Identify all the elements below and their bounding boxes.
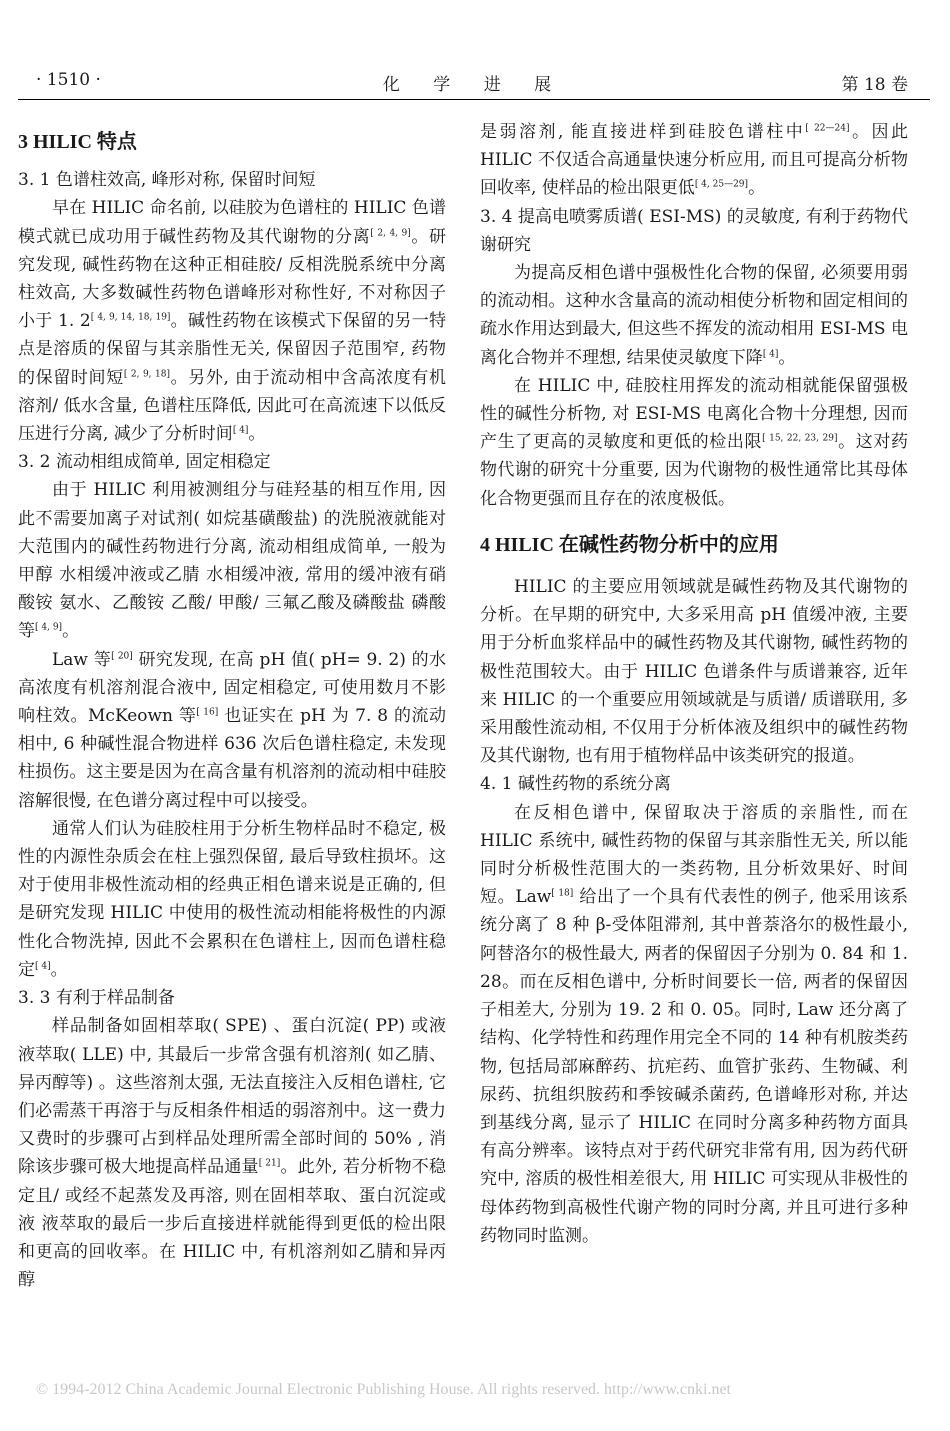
citation[interactable]: [ 2, 4, 9] xyxy=(370,227,411,238)
citation[interactable]: [ 4, 9, 14, 18, 19] xyxy=(90,312,171,323)
citation[interactable]: [ 2, 9, 18] xyxy=(123,368,170,379)
paragraph: 为提高反相色谱中强极性化合物的保留, 必须要用弱的流动相。这种水含量高的流动相使分析物和固定相间的疏水作用达到最大, 但这些不挥发的流动相用 ESI-MS 电离化合物并不理想, 结果使灵敏度下降[ 4]。 xyxy=(480,263,908,368)
journal-name: 化 学 进 展 xyxy=(382,75,566,95)
paragraph: 在反相色谱中, 保留取决于溶质的亲脂性, 而在 HILIC 系统中, 碱性药物的保留与其亲脂性无关, 所以能同时分析极性范围大的一类药物, 且分析效果好、时间短。Law[ 18] 给出了一个具有代表性的例子, 他采用该系统分离了 8 种 β-受体阻滞剂, 其中普萘洛尔的极性最小, 阿替洛尔的极性最大, 两者的保留因子分别为 0. 84 和 1. 28。而在反相色谱中, 分析时间要长一倍, 两者的保留因子相差大, 分别为 19. 2 和 0. 05。同时, Law 还分离了结构、化学特性和药理作用完全不同的 14 种有机胺类药物, 包括局部麻醉药、抗疟药、血管扩张药、生物碱、利尿药、抗组织胺药和季铵碱杀菌药, 色谱峰形对称, 并达到基线分离, 显示了 HILIC 在同时分离多种药物方面具有高分辨率。该特点对于药代研究非常有用, 因为药代研究中, 溶质的极性相差很大, 用 HILIC 可实现从非极性的母体药物到高极性代谢产物的同时分离, 并且可进行多种药物同时监测。 xyxy=(480,802,908,1246)
subsection-3-4-title: 3. 4 提高电喷雾质谱( ESI-MS) 的灵敏度, 有利于药物代谢研究 xyxy=(480,206,908,255)
citation[interactable]: [ 20] xyxy=(111,651,133,661)
paragraph: 通常人们认为硅胶柱用于分析生物样品时不稳定, 极性的内源性杂质会在柱上强烈保留, 最后导致柱损坏。这对于使用非极性流动相的经典正相色谱来说是正确的, 但是研究发现 HILIC 中使用的极性流动相能将极性的内源性化合物洗掉, 因此不会累积在色谱柱上, 因而色谱柱稳定[ 4]。 xyxy=(18,818,446,980)
citation[interactable]: [ 4] xyxy=(232,425,249,436)
subsection-3-2-title: 3. 2 流动相组成简单, 固定相稳定 xyxy=(18,452,271,473)
citation[interactable]: [ 4] xyxy=(35,961,51,972)
citation[interactable]: [ 22—24] xyxy=(805,123,850,134)
paragraph: 样品制备如固相萃取( SPE) 、蛋白沉淀( PP) 或液 液萃取( LLE) 中, 其最后一步常含强有机溶剂( 如乙腈、异丙醇等) 。这些溶剂太强, 无法直接注入反相色谱柱, 它们必需蒸干再溶于与反相条件相适的弱溶剂中。这一费力又费时的步骤可占到样品处理所需全部时间的 50% , 消除该步骤可极大地提高样品通量[ 21]。此外, 若分析物不稳定且/ 或经不起蒸发及再溶, 则在固相萃取、蛋白沉淀或液 液萃取的最后一步后直接进样就能得到更低的检出限和更高的回收率。在 HILIC 中, 有机溶剂如乙腈和异丙醇 xyxy=(18,1016,446,1291)
copyright-footer: © 1994-2012 China Academic Journal Electronic Publishing House. All rights reserved. http://www.cnki.net xyxy=(36,1381,731,1398)
paragraph: 早在 HILIC 命名前, 以硅胶为色谱柱的 HILIC 色谱模式就已成功用于碱性药物及其代谢物的分离[ 2, 4, 9]。研究发现, 碱性药物在这种正相硅胶/ 反相洗脱系统中分离柱效高, 大多数碱性药物色谱峰形对称性好, 不对称因子小于 1. 2[ 4, 9, 14, 18, 19]。碱性药物在该模式下保留的另一特点是溶质的保留与其亲脂性无关, 保留因子范围窄, 药物的保留时间短[ 2, 9, 18]。另外, 由于流动相中含高浓度有机溶剂/ 低水含量, 色谱柱压降低, 因此可在高流速下以低反压进行分离, 减少了分析时间[ 4]。 xyxy=(18,198,447,445)
citation[interactable]: [ 4] xyxy=(762,348,779,359)
citation[interactable]: [ 16] xyxy=(196,707,219,718)
section-3-title: 3 HILIC 特点 xyxy=(18,131,137,153)
paragraph: 在 HILIC 中, 硅胶柱用挥发的流动相就能保留强极性的碱性分析物, 对 ESI-MS 电离化合物十分理想, 因而产生了更高的灵敏度和更低的检出限[ 15, 22, 23, 29]。这对药物代谢的研究十分重要, 因为代谢物的极性通常比其母体化合物更强而且存在的浓度极低。 xyxy=(480,375,909,509)
paragraph: HILIC 的主要应用领域就是碱性药物及其代谢物的分析。在早期的研究中, 大多采用高 pH 值缓冲液, 主要用于分析血浆样品中的碱性药物及其代谢物, 碱性药物的极性范围较大。由于 HILIC 色谱条件与质谱兼容, 近年来 HILIC 的一个重要应用领域就是与质谱/ 质谱联用, 多采用酸性流动相, 不仅用于分析体液及组织中的碱性药物及其代谢物, 也有用于植物样品中该类研究的报道。 xyxy=(480,577,908,767)
left-column xyxy=(18,118,446,1294)
right-column xyxy=(480,118,908,1250)
header-rule xyxy=(18,99,930,100)
subsection-3-3-title: 3. 3 有利于样品制备 xyxy=(18,988,175,1009)
volume-label: 第 18 卷 xyxy=(841,75,908,95)
paragraph: 是弱溶剂, 能直接进样到硅胶色谱柱中[ 22—24]。因此 HILIC 不仅适合高通量快速分析应用, 而且可提高分析物回收率, 使样品的检出限更低[ 4, 25—29]。 xyxy=(480,122,909,199)
paragraph: Law 等[ 20] 研究发现, 在高 pH 值( pH= 9. 2) 的水 高浓度有机溶剂混合液中, 固定相稳定, 可使用数月不影响柱效。McKeown 等[ 16] 也证实在 pH 为 7. 8 的流动相中, 6 种碱性混合物进样 636 次后色谱柱稳定, 未发现柱损伤。这主要是因为在高含量有机溶剂的流动相中硅胶溶解很慢, 在色谱分离过程中可以接受。 xyxy=(18,649,446,811)
page-number: · 1510 · xyxy=(36,70,101,90)
citation[interactable]: [ 18] xyxy=(551,888,574,899)
running-header xyxy=(18,70,930,100)
paragraph: 由于 HILIC 利用被测组分与硅羟基的相互作用, 因此不需要加离子对试剂( 如烷基磺酸盐) 的洗脱液就能对大范围内的碱性药物进行分离, 流动相组成简单, 一般为甲醇 水相缓冲液或乙腈 水相缓冲液, 常用的缓冲液有硝酸铵 氨水、乙酸铵 乙酸/ 甲酸/ 三氟乙酸及磷酸盐 磷酸等[ 4, 9]。 xyxy=(18,480,446,642)
citation[interactable]: [ 4, 9] xyxy=(35,622,63,633)
subsection-4-1-title: 4. 1 碱性药物的系统分离 xyxy=(480,774,671,795)
citation[interactable]: [ 21] xyxy=(258,1158,281,1169)
subsection-3-1-title: 3. 1 色谱柱效高, 峰形对称, 保留时间短 xyxy=(18,170,316,191)
citation[interactable]: [ 4, 25—29] xyxy=(694,179,749,190)
citation[interactable]: [ 15, 22, 23, 29] xyxy=(762,433,838,444)
section-4-title: 4 HILIC 在碱性药物分析中的应用 xyxy=(480,533,779,556)
